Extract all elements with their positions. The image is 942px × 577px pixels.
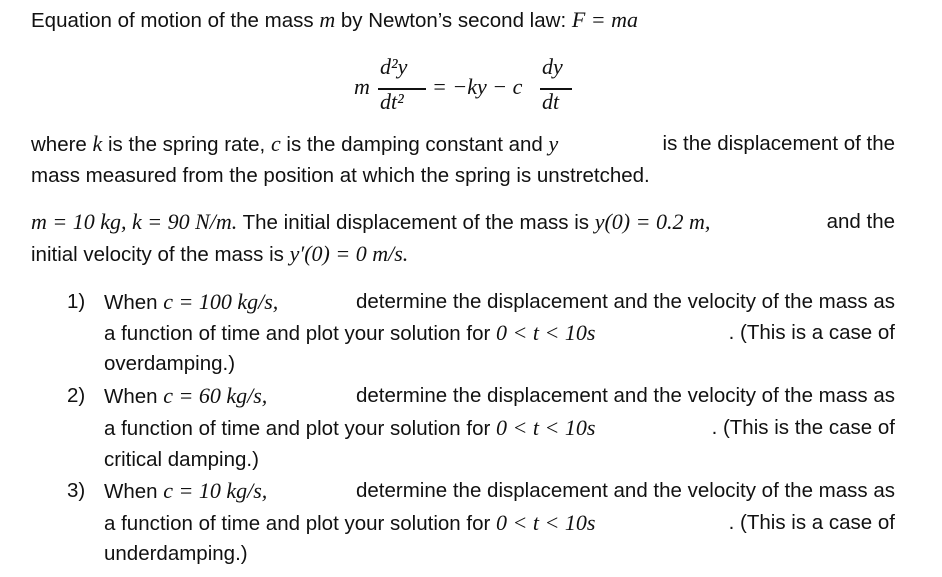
where-line-2: mass measured from the position at which the spring is unstretched. (31, 164, 650, 187)
item-2-line-3: critical damping.) (104, 448, 259, 471)
eq-m: m (354, 74, 370, 99)
item-1-line-2: a function of time and plot your solution for 0 < t < 10s . (This is a case of (104, 320, 895, 345)
given-line-1 (31, 209, 895, 236)
item-number-3: 3) (67, 479, 86, 502)
equation-of-motion (354, 52, 594, 122)
item-number-2: 2) (67, 384, 86, 407)
eq-denominator-1: dt² (380, 89, 404, 114)
intro-text: Equation of motion of the mass (31, 9, 320, 32)
damping-value-3: c = 10 kg/s, (163, 478, 268, 503)
given-text-end: and the (826, 210, 895, 233)
eq-denominator-2: dt (542, 89, 560, 114)
eq-numerator-1: d²y (380, 54, 408, 79)
damping-value-2: c = 60 kg/s, (163, 383, 268, 408)
item-2-line-2: a function of time and plot your solution for 0 < t < 10s . (This is the case of (104, 415, 895, 440)
item-3-line-1: When c = 10 kg/s, determine the displacement and the velocity of the mass as (104, 478, 895, 503)
where-text: where k is the spring rate, c is the damping constant and y (31, 131, 559, 156)
item-number-1: 1) (67, 290, 86, 313)
item-3-line-2: a function of time and plot your solution for 0 < t < 10s . (This is a case of (104, 510, 895, 535)
eq-rhs: = −ky − c (432, 74, 523, 99)
item-3-line-3: underdamping.) (104, 542, 248, 565)
initial-velocity: y′(0) = 0 m/s. (289, 241, 409, 266)
given-params: m = 10 kg, k = 90 N/m. The initial displacement of the mass is y(0) = 0.2 m, (31, 209, 711, 234)
intro-text-2: by Newton’s second law: (335, 9, 572, 32)
where-line-1 (31, 131, 895, 158)
item-1-line-1: When c = 100 kg/s, determine the displacement and the velocity of the mass as (104, 289, 895, 314)
where-text-end: is the displacement of the (662, 132, 895, 155)
given-line-2: initial velocity of the mass is y′(0) = 0 m/s. (31, 241, 409, 266)
eq-numerator-2: dy (542, 54, 563, 79)
damping-value-1: c = 100 kg/s, (163, 289, 279, 314)
item-1-line-3: overdamping.) (104, 352, 236, 375)
newton-law: F = ma (571, 7, 639, 32)
item-2-line-1: When c = 60 kg/s, determine the displacement and the velocity of the mass as (104, 383, 895, 408)
math-m: m (319, 7, 336, 32)
intro-line (31, 7, 638, 34)
